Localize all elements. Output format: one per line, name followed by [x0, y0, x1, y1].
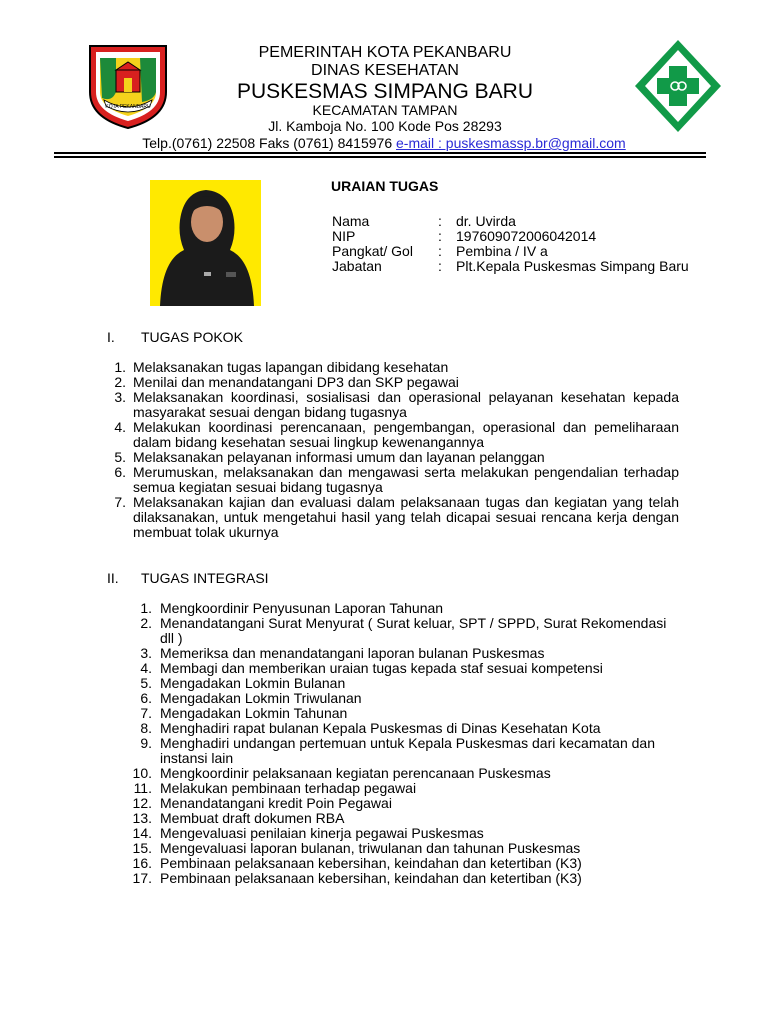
profile-separator: : — [438, 228, 442, 244]
list-text: Mengkoordinir pelaksanaan kegiatan perencanaan Puskesmas — [160, 765, 551, 781]
list-item — [124, 766, 668, 781]
list-number: 1. — [114, 359, 126, 375]
pekanbaru-crest-logo — [86, 42, 170, 130]
list-text: Menghadiri undangan pertemuan untuk Kepala Puskesmas dari kecamatan dan instansi lain — [160, 735, 655, 766]
list-number: 2. — [114, 374, 126, 390]
list-text: Mengkoordinir Penyusunan Laporan Tahunan — [160, 600, 444, 616]
list-item — [106, 420, 679, 450]
profile-value: dr. Uvirda — [456, 213, 516, 229]
document-title: URAIAN TUGAS — [331, 178, 439, 194]
list-item — [124, 796, 668, 811]
list-item — [124, 601, 668, 616]
section-2-heading: TUGAS INTEGRASI — [141, 570, 269, 586]
list-number: 3. — [114, 389, 126, 405]
profile-separator: : — [438, 243, 442, 259]
list-text: Mengadakan Lokmin Tahunan — [160, 705, 348, 721]
list-text: Merumuskan, melaksanakan dan mengawasi serta melakukan pengendalian terhadap semua kegiatan sesuai bidang tugasnya — [133, 464, 679, 495]
list-text: Pembinaan pelaksanaan kebersihan, keindahan dan ketertiban (K3) — [160, 870, 582, 886]
list-item — [124, 811, 668, 826]
list-item — [106, 465, 679, 495]
list-number: 14. — [132, 825, 152, 841]
list-item — [124, 706, 668, 721]
profile-value: Plt.Kepala Puskesmas Simpang Baru — [456, 258, 689, 274]
profile-label: Pangkat/ Gol — [332, 243, 413, 259]
list-text: Melaksanakan tugas lapangan dibidang kesehatan — [133, 359, 449, 375]
tugas-pokok-list — [106, 360, 679, 540]
profile-value: 197609072006042014 — [456, 228, 597, 244]
list-number: 2. — [140, 615, 152, 631]
list-number: 7. — [114, 494, 126, 510]
list-number: 15. — [132, 840, 152, 856]
list-number: 4. — [114, 419, 126, 435]
letterhead-email-link[interactable]: e-mail : puskesmassp.br@gmail.com — [396, 135, 626, 151]
list-item — [124, 736, 668, 766]
crest-caption: KOTA PEKANBARU — [105, 104, 151, 110]
list-text: Mengadakan Lokmin Triwulanan — [160, 690, 362, 706]
list-item — [124, 646, 668, 661]
profile-photo — [150, 180, 261, 306]
list-number: 8. — [140, 720, 152, 736]
list-item — [106, 360, 679, 375]
letterhead-government: PEMERINTAH KOTA PEKANBARU — [258, 44, 512, 61]
letterhead-divider-top — [54, 152, 706, 154]
list-item — [124, 676, 668, 691]
list-text: Membuat draft dokumen RBA — [160, 810, 345, 826]
list-text: Mengadakan Lokmin Bulanan — [160, 675, 346, 691]
letterhead-address: Jl. Kamboja No. 100 Kode Pos 28293 — [268, 118, 502, 134]
list-text: Mengevaluasi penilaian kinerja pegawai Puskesmas — [160, 825, 484, 841]
profile-separator: : — [438, 213, 442, 229]
letterhead-department: DINAS KESEHATAN — [311, 62, 459, 79]
list-number: 12. — [132, 795, 152, 811]
list-text: Menghadiri rapat bulanan Kepala Puskesmas di Dinas Kesehatan Kota — [160, 720, 601, 736]
list-item — [124, 871, 668, 886]
list-number: 5. — [140, 675, 152, 691]
section-2-numeral: II. — [107, 570, 119, 586]
list-item — [106, 390, 679, 420]
list-text: Menandatangani kredit Poin Pegawai — [160, 795, 392, 811]
list-text: Membagi dan memberikan uraian tugas kepada staf sesuai kompetensi — [160, 660, 603, 676]
list-number: 7. — [140, 705, 152, 721]
profile-label: Jabatan — [332, 258, 382, 274]
list-item — [124, 841, 668, 856]
list-text: Pembinaan pelaksanaan kebersihan, keindahan dan ketertiban (K3) — [160, 855, 582, 871]
list-text: Menilai dan menandatangani DP3 dan SKP pegawai — [133, 374, 459, 390]
section-1-numeral: I. — [107, 329, 115, 345]
profile-separator: : — [438, 258, 442, 274]
list-item — [106, 495, 679, 540]
list-text: Memeriksa dan menandatangani laporan bulanan Puskesmas — [160, 645, 545, 661]
list-number: 5. — [114, 449, 126, 465]
letterhead-district: KECAMATAN TAMPAN — [312, 102, 458, 118]
list-number: 6. — [114, 464, 126, 480]
list-number: 9. — [140, 735, 152, 751]
list-item — [124, 616, 668, 646]
profile-value: Pembina / IV a — [456, 243, 548, 259]
list-text: Melakukan pembinaan terhadap pegawai — [160, 780, 417, 796]
list-number: 11. — [133, 780, 152, 796]
list-item — [106, 450, 679, 465]
section-1-heading: TUGAS POKOK — [141, 329, 243, 345]
list-text: Melakukan koordinasi perencanaan, pengembangan, operasional dan pemeliharaan dalam bidang kesehatan sesuai lingkup kewenangannya — [133, 419, 679, 450]
list-number: 4. — [140, 660, 152, 676]
letterhead-divider-bottom — [54, 156, 706, 158]
tugas-integrasi-list — [124, 601, 668, 886]
list-number: 17. — [132, 870, 152, 886]
list-text: Melaksanakan koordinasi, sosialisasi dan operasional pelayanan kesehatan kepada masyarakat sesuai dengan bidang tugasnya — [133, 389, 679, 420]
list-number: 13. — [132, 810, 152, 826]
letterhead-phone: Telp.(0761) 22508 Faks (0761) 8415976 — [142, 135, 393, 151]
list-item — [106, 375, 679, 390]
list-number: 6. — [140, 690, 152, 706]
list-number: 10. — [132, 765, 152, 781]
list-item — [124, 856, 668, 871]
list-item — [124, 826, 668, 841]
list-item — [124, 721, 668, 736]
list-text: Melaksanakan kajian dan evaluasi dalam pelaksanaan tugas dan kegiatan yang telah dilaksanakan, untuk mengetahui hasil yang telah dicapai sesuai rencana kerja dengan membuat tolak ukurnya — [133, 494, 679, 540]
list-item — [124, 781, 668, 796]
letterhead-clinic-name: PUSKESMAS SIMPANG BARU — [236, 80, 533, 103]
letterhead-contact — [0, 135, 768, 151]
list-item — [124, 661, 668, 676]
profile-label: NIP — [332, 228, 356, 244]
list-text: Menandatangani Surat Menyurat ( Surat keluar, SPT / SPPD, Surat Rekomendasi dll ) — [160, 615, 667, 646]
list-text: Mengevaluasi laporan bulanan, triwulanan dan tahunan Puskesmas — [160, 840, 581, 856]
profile-label: Nama — [332, 213, 370, 229]
list-number: 1. — [140, 600, 152, 616]
list-number: 16. — [132, 855, 152, 871]
list-number: 3. — [140, 645, 152, 661]
list-text: Melaksanakan pelayanan informasi umum dan layanan pelanggan — [133, 449, 545, 465]
puskesmas-logo — [631, 36, 725, 136]
list-item — [124, 691, 668, 706]
